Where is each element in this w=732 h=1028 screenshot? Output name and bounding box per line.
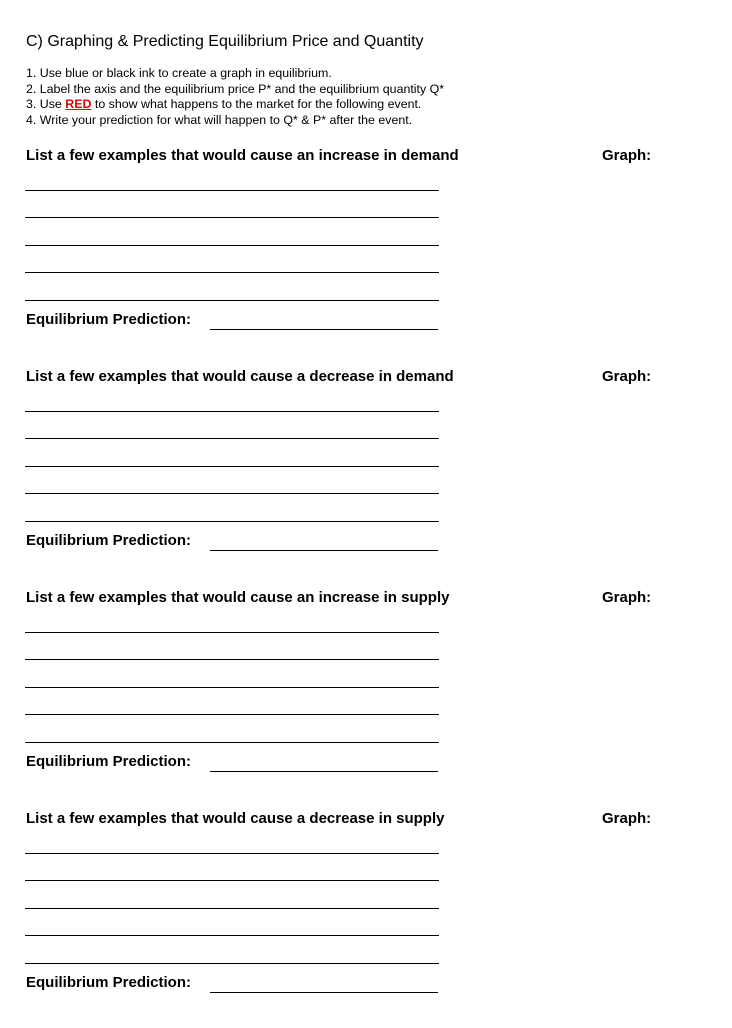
section-increase-demand bbox=[0, 147, 732, 347]
answer-line-5[interactable] bbox=[25, 963, 439, 964]
answer-line-2[interactable] bbox=[25, 438, 439, 439]
section-increase-supply bbox=[0, 589, 732, 789]
worksheet-title: C) Graphing & Predicting Equilibrium Price and Quantity bbox=[26, 33, 424, 50]
instruction-item-3-start: 3. Use bbox=[26, 97, 66, 112]
red-emphasis-word: RED bbox=[65, 97, 92, 112]
answer-line-2[interactable] bbox=[25, 880, 439, 881]
answer-line-4[interactable] bbox=[25, 272, 439, 273]
answer-line-3[interactable] bbox=[25, 245, 439, 246]
answer-line-3[interactable] bbox=[25, 687, 439, 688]
prediction-label: Equilibrium Prediction: bbox=[26, 311, 192, 328]
answer-line-4[interactable] bbox=[25, 493, 439, 494]
section-heading: List a few examples that would cause an increase in demand bbox=[26, 147, 459, 164]
answer-line-5[interactable] bbox=[25, 742, 439, 743]
answer-line-1[interactable] bbox=[25, 190, 439, 191]
answer-line-4[interactable] bbox=[25, 714, 439, 715]
section-decrease-supply bbox=[0, 810, 732, 1010]
prediction-line[interactable] bbox=[210, 992, 438, 993]
answer-line-3[interactable] bbox=[25, 908, 439, 909]
answer-line-1[interactable] bbox=[25, 632, 439, 633]
prediction-label: Equilibrium Prediction: bbox=[26, 753, 192, 770]
answer-line-1[interactable] bbox=[25, 411, 439, 412]
answer-line-4[interactable] bbox=[25, 935, 439, 936]
prediction-line[interactable] bbox=[210, 329, 438, 330]
instruction-item-2: 2. Label the axis and the equilibrium price P* and the equilibrium quantity Q* bbox=[26, 81, 445, 96]
answer-line-1[interactable] bbox=[25, 853, 439, 854]
section-heading: List a few examples that would cause a decrease in demand bbox=[26, 368, 454, 385]
section-heading: List a few examples that would cause an increase in supply bbox=[26, 589, 450, 606]
graph-label: Graph: bbox=[602, 810, 652, 827]
answer-line-5[interactable] bbox=[25, 521, 439, 522]
prediction-label: Equilibrium Prediction: bbox=[26, 974, 192, 991]
instruction-item-3 bbox=[26, 97, 444, 113]
section-heading: List a few examples that would cause a decrease in supply bbox=[26, 810, 445, 827]
prediction-label: Equilibrium Prediction: bbox=[26, 532, 192, 549]
section-decrease-demand bbox=[0, 368, 732, 568]
answer-line-2[interactable] bbox=[25, 217, 439, 218]
instruction-item-4: 4. Write your prediction for what will happen to Q* & P* after the event. bbox=[26, 112, 413, 127]
answer-line-3[interactable] bbox=[25, 466, 439, 467]
graph-label: Graph: bbox=[602, 589, 652, 606]
prediction-line[interactable] bbox=[210, 550, 438, 551]
graph-label: Graph: bbox=[602, 147, 652, 164]
answer-line-5[interactable] bbox=[25, 300, 439, 301]
prediction-line[interactable] bbox=[210, 771, 438, 772]
instruction-item-1: 1. Use blue or black ink to create a graph in equilibrium. bbox=[26, 66, 332, 80]
instructions-list bbox=[26, 66, 444, 128]
graph-label: Graph: bbox=[602, 368, 652, 385]
instruction-item-3-end: to show what happens to the market for the following event. bbox=[91, 97, 422, 112]
answer-line-2[interactable] bbox=[25, 659, 439, 660]
